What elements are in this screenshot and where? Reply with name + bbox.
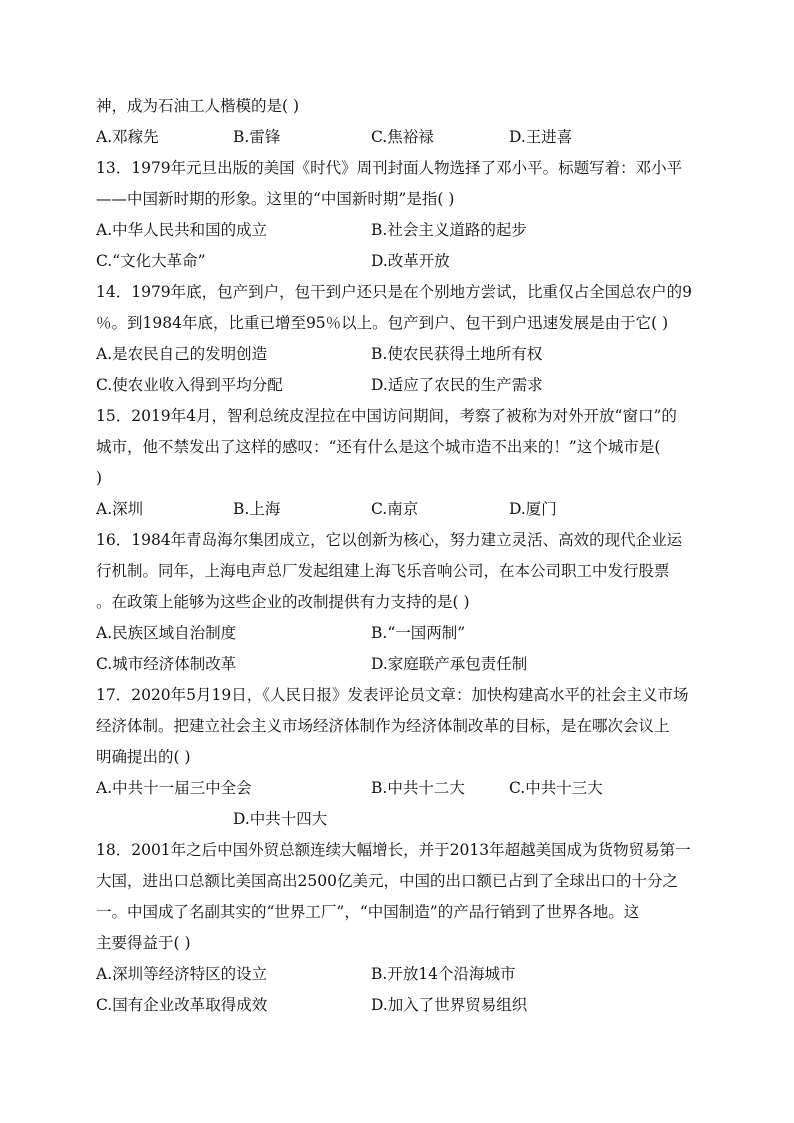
options-row — [96, 122, 700, 153]
option-d[interactable]: D.加入了世界贸易组织 — [371, 996, 528, 1014]
question-stem-line: 15．2019年4月，智利总统皮涅拉在中国访问期间，考察了被称为对外开放“窗口”的 — [96, 407, 677, 425]
options-row — [96, 370, 700, 401]
option-c[interactable]: C.中共十三大 — [509, 779, 603, 797]
option-c[interactable]: C.使农业收入得到平均分配 — [96, 376, 283, 394]
option-b[interactable]: B.开放14个沿海城市 — [371, 965, 516, 983]
options-row — [96, 990, 700, 1021]
question-12 — [96, 91, 700, 153]
option-b[interactable]: B.中共十二大 — [371, 779, 465, 797]
option-d[interactable]: D.厦门 — [509, 500, 557, 518]
option-c[interactable]: C.城市经济体制改革 — [96, 655, 237, 673]
option-d[interactable]: D.王进喜 — [509, 128, 573, 146]
option-b[interactable]: B.社会主义道路的起步 — [371, 221, 527, 239]
question-stem-line: 明确提出的( ) — [96, 748, 191, 766]
question-stem-line: 13．1979年元旦出版的美国《时代》周刊封面人物选择了邓小平。标题写着：邓小平 — [96, 159, 683, 177]
document-page — [96, 91, 700, 1021]
option-c[interactable]: C.国有企业改革取得成效 — [96, 996, 268, 1014]
option-d[interactable]: D.家庭联产承包责任制 — [371, 655, 528, 673]
question-stem-line: ) — [96, 469, 103, 487]
question-stem-line: 16．1984年青岛海尔集团成立，它以创新为核心，努力建立灵活、高效的现代企业运 — [96, 531, 683, 549]
option-c[interactable]: C.“文化大革命” — [96, 252, 206, 270]
question-stem-line: 主要得益于( ) — [96, 934, 191, 952]
question-stem-line: 经济体制。把建立社会主义市场经济体制作为经济体制改革的目标，是在哪次会议上 — [96, 717, 670, 735]
option-c[interactable]: C.南京 — [371, 500, 419, 518]
question-stem-line: ——中国新时期的形象。这里的“中国新时期”是指( ) — [96, 190, 455, 208]
option-d[interactable]: D.中共十四大 — [233, 810, 328, 828]
question-stem-line: 17．2020年5月19日，《人民日报》发表评论员文章：加快构建高水平的社会主义市场 — [96, 686, 689, 704]
options-row — [96, 649, 700, 680]
option-b[interactable]: B.使农民获得土地所有权 — [371, 345, 543, 363]
question-15 — [96, 401, 700, 525]
options-row — [96, 959, 700, 990]
question-16 — [96, 525, 700, 680]
option-b[interactable]: B.雷锋 — [233, 128, 281, 146]
option-a[interactable]: A.深圳 — [96, 500, 144, 518]
question-14 — [96, 277, 700, 401]
options-row — [96, 215, 700, 246]
question-stem-line: 18．2001年之后中国外贸总额连续大幅增长，并于2013年超越美国成为货物贸易第一 — [96, 841, 691, 859]
question-18 — [96, 835, 700, 1021]
options-row — [96, 494, 700, 525]
options-row — [96, 246, 700, 277]
question-stem-line: 行机制。同年，上海电声总厂发起组建上海飞乐音响公司，在本公司职工中发行股票 — [96, 562, 670, 580]
options-row — [96, 339, 700, 370]
option-b[interactable]: B.上海 — [233, 500, 281, 518]
question-stem-line: 。在政策上能够为这些企业的改制提供有力支持的是( ) — [96, 593, 470, 611]
option-a[interactable]: A.中共十一届三中全会 — [96, 779, 252, 797]
options-row — [96, 804, 700, 835]
option-a[interactable]: A.民族区域自治制度 — [96, 624, 237, 642]
option-a[interactable]: A.深圳等经济特区的设立 — [96, 965, 268, 983]
question-stem-line: 神，成为石油工人楷模的是( ) — [96, 97, 300, 115]
options-row — [96, 618, 700, 649]
option-a[interactable]: A.邓稼先 — [96, 128, 159, 146]
option-c[interactable]: C.焦裕禄 — [371, 128, 434, 146]
question-stem-line: 城市，他不禁发出了这样的感叹：“还有什么是这个城市造不出来的！”这个城市是( — [96, 438, 661, 456]
question-stem-line: 大国，进出口总额比美国高出2500亿美元，中国的出口额已占到了全球出口的十分之 — [96, 872, 678, 890]
option-a[interactable]: A.中华人民共和国的成立 — [96, 221, 268, 239]
options-row — [96, 773, 700, 804]
option-b[interactable]: B.“一国两制” — [371, 624, 466, 642]
option-d[interactable]: D.适应了农民的生产需求 — [371, 376, 543, 394]
option-d[interactable]: D.改革开放 — [371, 252, 450, 270]
question-13 — [96, 153, 700, 277]
question-stem-line: 14．1979年底，包产到户，包干到户还只是在个别地方尝试，比重仅占全国总农户的9 — [96, 283, 693, 301]
question-17 — [96, 680, 700, 835]
question-stem-line: 一。中国成了名副其实的“世界工厂”，“中国制造”的产品行销到了世界各地。这 — [96, 903, 640, 921]
option-a[interactable]: A.是农民自己的发明创造 — [96, 345, 268, 363]
question-stem-line: ％。到1984年底，比重已增至95％以上。包产到户、包干到户迅速发展是由于它( ) — [96, 314, 669, 332]
